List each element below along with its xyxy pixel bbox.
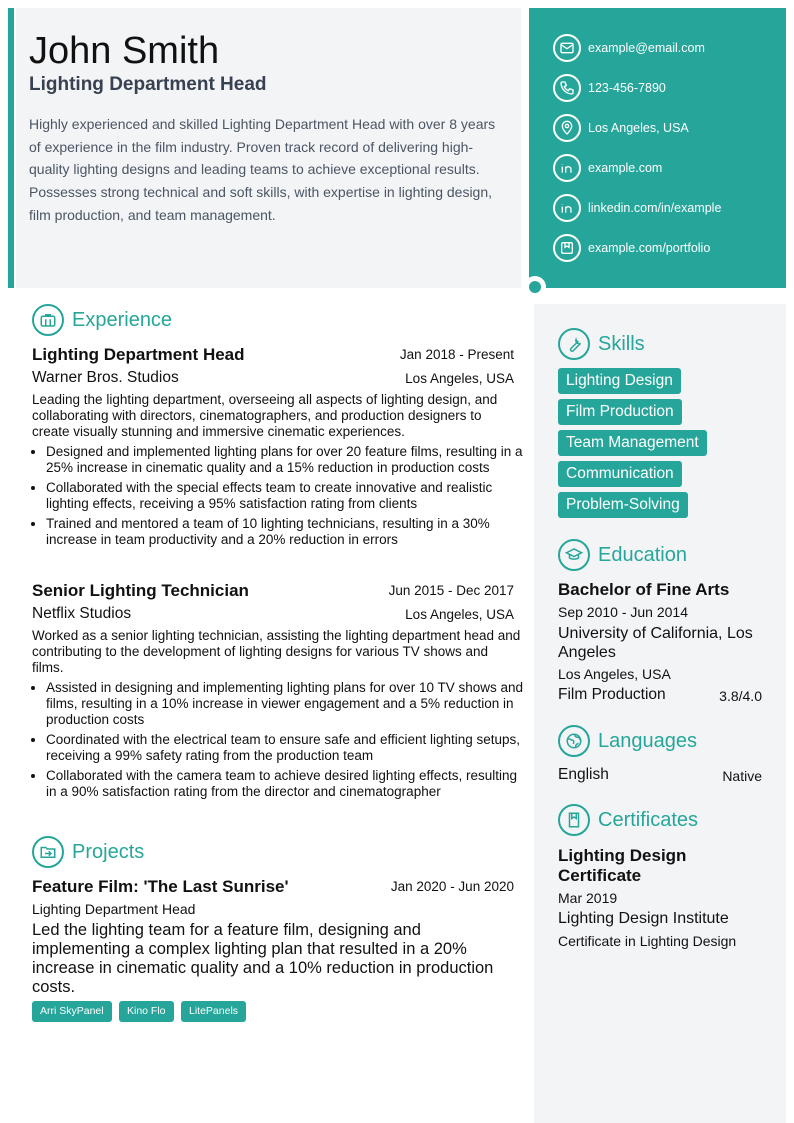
skill-tag: Problem-Solving [558, 492, 688, 518]
job-achievements [32, 444, 528, 552]
portfolio-text: example.com/portfolio [588, 241, 711, 255]
education-location: Los Angeles, USA [558, 666, 671, 682]
list-item: • Designed and implemented lighting plans for over 20 feature films, resulting in a 25% increase in cinematic quality and a 15% reduction in production costs [46, 444, 528, 476]
connector-dot [529, 281, 541, 293]
website-text: example.com [588, 161, 663, 175]
header-panel [16, 8, 521, 288]
skill-tag: Film Production [558, 399, 682, 425]
folder-icon [32, 836, 64, 868]
experience-heading [32, 304, 172, 336]
education-degree: Bachelor of Fine Arts [558, 580, 730, 599]
job-title: Lighting Department Head [32, 345, 245, 364]
section-title: Education [598, 543, 687, 566]
skill-tag: Communication [558, 461, 682, 487]
map-pin-icon [553, 114, 581, 142]
candidate-name: John Smith [29, 30, 220, 72]
linkedin-text: linkedin.com/in/example [588, 201, 722, 215]
skill-tag: Team Management [558, 430, 707, 456]
portfolio-icon [553, 234, 581, 262]
list-item: • Trained and mentored a team of 10 lighting technicians, resulting in a 30% increase in team productivity and a 20% reduction in errors [46, 516, 528, 548]
language-level: Native [722, 768, 762, 784]
briefcase-icon [32, 304, 64, 336]
list-item: • Collaborated with the special effects team to create innovative and realistic lighting effects, receiving a 95% satisfaction rating from clients [46, 480, 528, 512]
language-name: English [558, 766, 609, 783]
education-gpa: 3.8/4.0 [719, 688, 762, 704]
linkedin-icon [553, 154, 581, 182]
contact-linkedin[interactable] [553, 192, 721, 224]
job-description: Worked as a senior lighting technician, assisting the lighting department head and contributing to the development of lighting designs for various TV shows and films. [32, 628, 521, 675]
job-location: Los Angeles, USA [405, 607, 514, 622]
section-title: Experience [72, 308, 173, 331]
job-dates: Jan 2018 - Present [399, 347, 514, 362]
contact-portfolio[interactable] [553, 232, 710, 264]
education-school: University of California, Los Angeles [558, 625, 753, 661]
contact-panel [529, 8, 786, 288]
sidebar [534, 304, 786, 1123]
graduation-cap-icon [558, 539, 590, 571]
phone-icon [553, 74, 581, 102]
linkedin-icon [553, 194, 581, 222]
job-company: Warner Bros. Studios [32, 369, 179, 386]
skills-heading [558, 328, 645, 360]
email-text: example@email.com [588, 41, 705, 55]
project-role: Lighting Department Head [32, 901, 196, 917]
list-item: • Assisted in designing and implementing lighting plans for over 10 TV shows and films, resulting in a 10% increase in viewer engagement and a 5% reduction in production costs [46, 680, 528, 728]
contact-website[interactable] [553, 152, 662, 184]
certificate-name: Lighting Design Certificate [558, 846, 687, 885]
education-field: Film Production [558, 686, 666, 703]
job-description: Leading the lighting department, overseeing all aspects of lighting design, and collaborating with directors, cinematographers, and production designers to create visually stunning and immersive cinematic experiences. [32, 392, 498, 439]
certificate-icon [558, 804, 590, 836]
education-heading [558, 539, 687, 571]
mail-icon [553, 34, 581, 62]
job-title: Senior Lighting Technician [32, 581, 249, 600]
list-item: • Collaborated with the camera team to achieve desired lighting effects, resulting in a 90% satisfaction rating from the director and cinematographer [46, 768, 528, 800]
languages-heading [558, 725, 697, 757]
list-item: • Coordinated with the electrical team to ensure safe and efficient lighting setups, receiving a 99% safety rating from the production team [46, 732, 528, 764]
phone-text: 123-456-7890 [588, 81, 666, 95]
candidate-title: Lighting Department Head [29, 74, 267, 95]
contact-phone[interactable] [553, 72, 666, 104]
tech-tag: LitePanels [181, 1001, 246, 1022]
summary: Highly experienced and skilled Lighting Department Head with over 8 years of experience in the film industry. Proven track record of delivering high-quality lighting designs and leading teams to achieve exceptional results. Possesses strong technical and soft skills, with expertise in lighting design, film production, and team management. [29, 116, 496, 223]
job-company: Netflix Studios [32, 605, 132, 622]
certificate-issuer: Lighting Design Institute [558, 910, 729, 927]
certificates-heading [558, 804, 698, 836]
project-description: Led the lighting team for a feature film, designing and implementing a complex lighting plan that resulted in a 20% increase in cinematic quality and a 10% reduction in production costs. [32, 921, 494, 996]
projects-heading [32, 836, 144, 868]
job-achievements [32, 680, 528, 804]
section-title: Languages [598, 729, 697, 752]
contact-email[interactable] [553, 32, 705, 64]
job-dates: Jun 2015 - Dec 2017 [388, 583, 514, 598]
certificate-detail: Certificate in Lighting Design [558, 933, 737, 949]
section-title: Skills [598, 332, 645, 355]
wrench-icon [558, 328, 590, 360]
education-dates: Sep 2010 - Jun 2014 [558, 604, 688, 620]
tech-tag: Arri SkyPanel [32, 1001, 112, 1022]
section-title: Projects [72, 840, 145, 863]
accent-bar [8, 8, 14, 288]
job-location: Los Angeles, USA [405, 371, 514, 386]
section-title: Certificates [598, 808, 699, 831]
location-text: Los Angeles, USA [588, 121, 689, 135]
contact-location [553, 112, 689, 144]
project-dates: Jan 2020 - Jun 2020 [390, 879, 514, 894]
skill-tag: Lighting Design [558, 368, 681, 394]
globe-icon [558, 725, 590, 757]
project-title: Feature Film: 'The Last Sunrise' [32, 877, 289, 896]
tech-tag: Kino Flo [119, 1001, 174, 1022]
certificate-date: Mar 2019 [558, 890, 618, 906]
